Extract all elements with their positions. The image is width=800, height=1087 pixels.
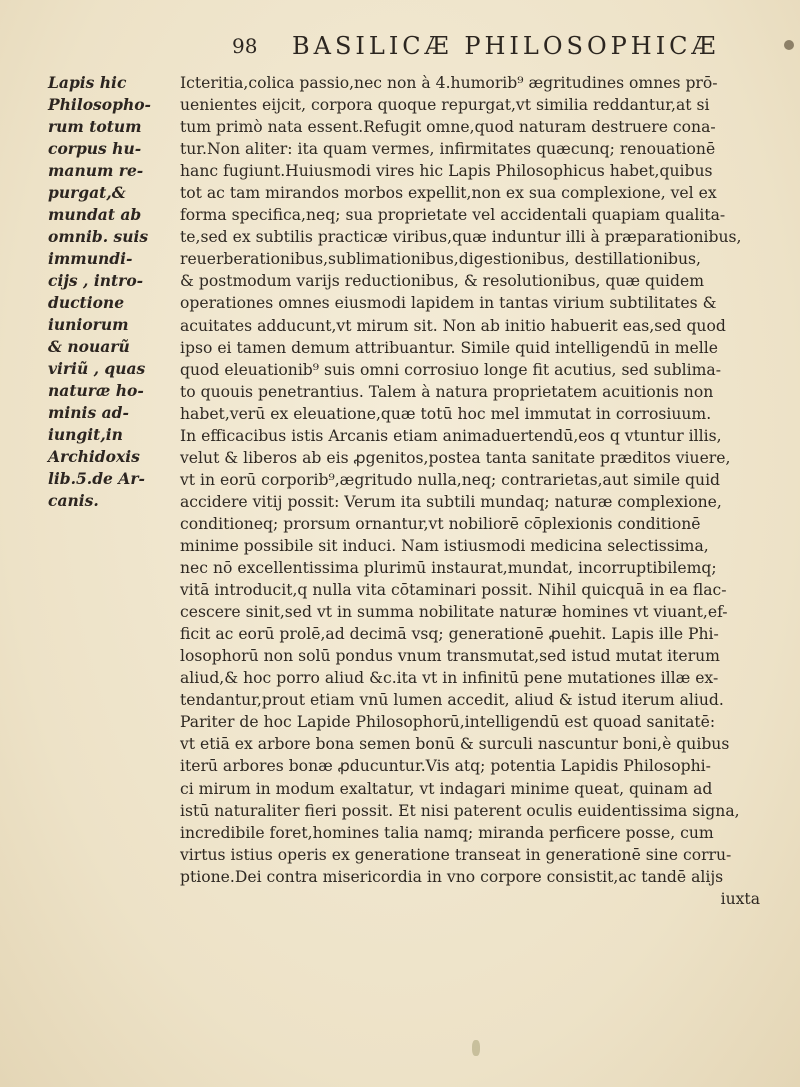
- marginal-note-line: iuniorum: [48, 315, 129, 334]
- marginal-note-line: omnib. suis: [48, 227, 149, 246]
- marginal-note-line: Philosopho-: [48, 95, 151, 114]
- marginal-note-line: rum totum: [48, 117, 142, 136]
- marginal-notes: [48, 72, 173, 512]
- text-line: losophorū non solū pondus vnum transmutat,sed istud mutat iterum: [180, 647, 720, 666]
- text-line: acuitates adducunt,vt mirum sit. Non ab initio habuerit eas,sed quod: [180, 316, 726, 335]
- main-text: [180, 72, 780, 910]
- text-line: forma specifica,neq; sua proprietate vel accidentali quapiam qualita-: [180, 206, 726, 225]
- text-line: ptione.Dei contra misericordia in vno corpore consistit,ac tandē alijs: [180, 867, 724, 886]
- text-line: te,sed ex subtilis practicæ viribus,quæ induntur illi à præparationibus,: [180, 228, 742, 247]
- page-number: 98: [232, 34, 258, 58]
- marginal-note-line: immundi-: [48, 249, 133, 268]
- text-line: vt etiā ex arbore bona semen bonū & surculi nascuntur boni,è quibus: [180, 735, 730, 754]
- text-line: to quouis penetrantius. Talem à natura proprietatem acuitionis non: [180, 382, 714, 401]
- page-header: [232, 32, 752, 66]
- text-line: nec nō excellentissima plurimū instaurat,mundat, incorruptibilemq;: [180, 559, 717, 578]
- marginal-note-line: purgat,&: [48, 183, 126, 202]
- text-line: vt in eorū corporib⁹,ægritudo nulla,neq; contrarietas,aut simile quid: [180, 470, 721, 489]
- text-line: habet,verū ex eleuatione,quæ totū hoc mel immutat in corrosiuum.: [180, 404, 712, 423]
- text-line: uenientes eijcit, corpora quoque repurgat,vt similia reddantur,at si: [180, 96, 710, 115]
- text-line: cescere sinit,sed vt in summa nobilitate naturæ homines vt viuant,ef-: [180, 603, 728, 622]
- text-line: ci mirum in modum exaltatur, vt indagari minime queat, quinam ad: [180, 779, 713, 798]
- text-line: ipso ei tamen demum attribuantur. Simile quid intelligendū in melle: [180, 338, 718, 357]
- marginal-note-line: canis.: [48, 491, 99, 510]
- text-line: velut & liberos ab eis ꝓgenitos,postea tanta sanitate præditos viuere,: [180, 448, 731, 467]
- marginal-note-line: mundat ab: [48, 205, 142, 224]
- text-line: incredibile foret,homines talia namq; miranda perficere posse, cum: [180, 823, 714, 842]
- marginal-note-line: iungit,in: [48, 425, 123, 444]
- marginal-note-line: & nouarũ: [48, 337, 130, 356]
- text-line: hanc fugiunt.Huiusmodi vires hic Lapis Philosophicus habet,quibus: [180, 162, 713, 181]
- ink-blot: [784, 40, 794, 50]
- text-line: accidere vitij possit: Verum ita subtili mundaq; naturæ complexione,: [180, 492, 722, 511]
- text-line: reuerberationibus,sublimationibus,digestionibus, destillationibus,: [180, 250, 701, 269]
- text-line: vitā introducit,q nulla vita cōtaminari possit. Nihil quicquā in ea flac-: [180, 581, 727, 600]
- text-line: iterū arbores bonæ ꝓducuntur.Vis atq; potentia Lapidis Philosophi-: [180, 757, 711, 776]
- text-line: istū naturaliter fieri possit. Et nisi paterent oculis euidentissima signa,: [180, 801, 740, 820]
- marginal-note-line: ductione: [48, 293, 125, 312]
- marginal-note-line: minis ad-: [48, 403, 129, 422]
- catchword: iuxta: [720, 889, 760, 908]
- text-line: & postmodum varijs reductionibus, & resolutionibus, quæ quidem: [180, 272, 705, 291]
- paper-stain: [472, 1040, 480, 1056]
- text-line: conditioneq; prorsum ornantur,vt nobiliorē cōplexionis conditionē: [180, 514, 701, 533]
- marginal-note-line: naturæ ho-: [48, 381, 144, 400]
- marginal-note-line: manum re-: [48, 161, 144, 180]
- text-line: quod eleuationib⁹ suis omni corrosiuo longe fit acutius, sed sublima-: [180, 360, 721, 379]
- text-line: tur.Non aliter: ita quam vermes, infirmitates quæcunq; renouationē: [180, 140, 716, 159]
- text-line: operationes omnes eiusmodi lapidem in tantas virium subtilitates &: [180, 294, 717, 313]
- text-line: In efficacibus istis Arcanis etiam animaduertendū,eos q vtuntur illis,: [180, 426, 722, 445]
- text-line: minime possibile sit induci. Nam istiusmodi medicina selectissima,: [180, 536, 709, 555]
- text-line: aliud,& hoc porro aliud &c.ita vt in infinitū pene mutationes illæ ex-: [180, 669, 719, 688]
- text-line: ficit ac eorū prolē,ad decimā vsq; generationē ꝓuehit. Lapis ille Phi-: [180, 625, 719, 644]
- text-line: virtus istius operis ex generatione transeat in generationē sine corru-: [180, 845, 732, 864]
- marginal-note-line: Lapis hic: [48, 73, 127, 92]
- marginal-note-line: viriũ , quas: [48, 359, 146, 378]
- text-line: tot ac tam mirandos morbos expellit,non ex sua complexione, vel ex: [180, 184, 717, 203]
- text-line: Icteritia,colica passio,nec non à 4.humorib⁹ ægritudines omnes prō-: [180, 74, 718, 92]
- text-line: tendantur,prout etiam vnū lumen accedit, aliud & istud iterum aliud.: [180, 691, 724, 710]
- text-line: Pariter de hoc Lapide Philosophorū,intelligendū est quoad sanitatē:: [180, 713, 716, 732]
- marginal-note-line: lib.5.de Ar-: [48, 469, 145, 488]
- running-title: BASILICÆ PHILOSOPHICÆ: [292, 32, 720, 60]
- marginal-note-line: cijs , intro-: [48, 271, 144, 290]
- text-line: tum primò nata essent.Refugit omne,quod naturam destruere cona-: [180, 118, 716, 137]
- marginal-note-line: Archidoxis: [48, 447, 140, 466]
- marginal-note-line: corpus hu-: [48, 139, 142, 158]
